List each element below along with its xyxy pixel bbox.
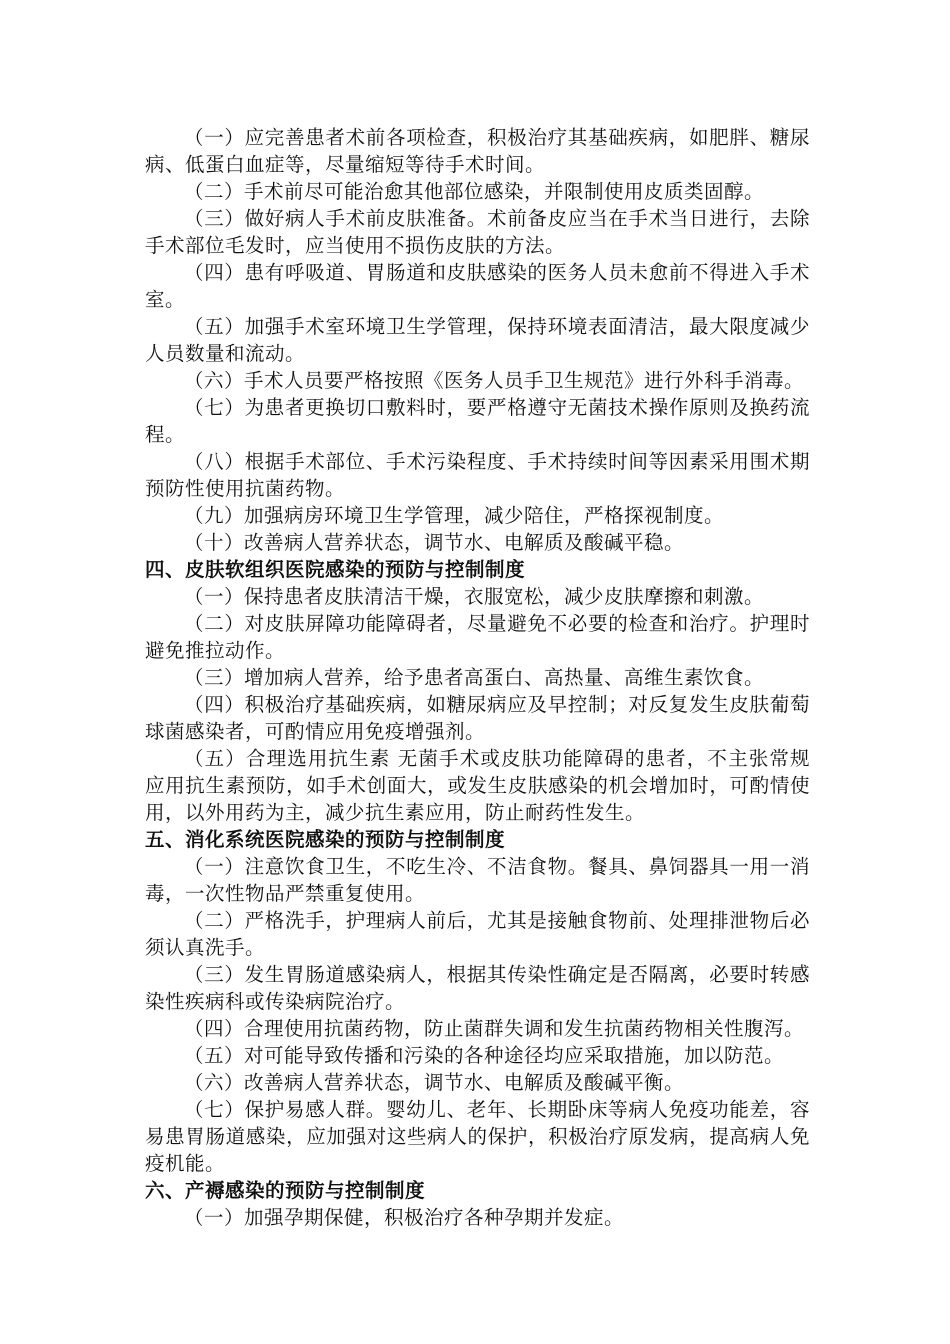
paragraph: （三）增加病人营养，给予患者高蛋白、高热量、高维生素饮食。 <box>184 666 765 689</box>
paragraph: （四）合理使用抗菌药物，防止菌群失调和发生抗菌药物相关性腹泻。 <box>184 1017 805 1040</box>
section-heading: 六、产褥感染的预防与控制制度 <box>145 1179 426 1202</box>
paragraph: （五）合理选用抗生素 无菌手术或皮肤功能障碍的患者，不主张常规应用抗生素预防，如手术创面大，或发生皮肤感染的机会增加时，可酌情使用，以外用药为主，减少抗生素应用，防止耐药性发生。 <box>145 747 810 824</box>
paragraph: （三）做好病人手术前皮肤准备。术前备皮应当在手术当日进行，去除手术部位毛发时，应当使用不损伤皮肤的方法。 <box>145 207 810 257</box>
paragraph: （七）为患者更换切口敷料时，要严格遵守无菌技术操作原则及换药流程。 <box>145 396 810 446</box>
paragraph: （二）严格洗手，护理病人前后，尤其是接触食物前、处理排泄物后必须认真洗手。 <box>145 909 810 959</box>
paragraph: （四）积极治疗基础疾病，如糖尿病应及早控制；对反复发生皮肤葡萄球菌感染者，可酌情应用免疫增强剂。 <box>145 693 810 743</box>
paragraph: （九）加强病房环境卫生学管理，减少陪住，严格探视制度。 <box>184 504 725 527</box>
paragraph: （六）改善病人营养状态，调节水、电解质及酸碱平衡。 <box>184 1071 685 1094</box>
paragraph: （一）注意饮食卫生，不吃生冷、不洁食物。餐具、鼻饲器具一用一消毒，一次性物品严禁重复使用。 <box>145 855 810 905</box>
paragraph: （十）改善病人营养状态，调节水、电解质及酸碱平稳。 <box>184 531 685 554</box>
paragraph: （八）根据手术部位、手术污染程度、手术持续时间等因素采用围术期预防性使用抗菌药物。 <box>145 450 810 500</box>
paragraph: （二）手术前尽可能治愈其他部位感染，并限制使用皮质类固醇。 <box>184 180 765 203</box>
document-page <box>145 124 810 1231</box>
paragraph: （一）加强孕期保健，积极治疗各种孕期并发症。 <box>184 1206 625 1229</box>
paragraph: （二）对皮肤屏障功能障碍者，尽量避免不必要的检查和治疗。护理时避免推拉动作。 <box>145 612 810 662</box>
paragraph: （六）手术人员要严格按照《医务人员手卫生规范》进行外科手消毒。 <box>184 369 805 392</box>
paragraph: （一）应完善患者术前各项检查，积极治疗其基础疾病，如肥胖、糖尿病、低蛋白血症等，尽量缩短等待手术时间。 <box>145 126 810 176</box>
paragraph: （五）加强手术室环境卫生学管理，保持环境表面清洁，最大限度减少人员数量和流动。 <box>145 315 810 365</box>
section-heading: 四、皮肤软组织医院感染的预防与控制制度 <box>145 558 526 581</box>
paragraph: （一）保持患者皮肤清洁干燥，衣服宽松，减少皮肤摩擦和刺激。 <box>184 585 765 608</box>
section-heading: 五、消化系统医院感染的预防与控制制度 <box>145 828 506 851</box>
paragraph: （七）保护易感人群。婴幼儿、老年、长期卧床等病人免疫功能差，容易患胃肠道感染，应加强对这些病人的保护，积极治疗原发病，提高病人免疫机能。 <box>145 1098 810 1175</box>
paragraph: （五）对可能导致传播和污染的各种途径均应采取措施，加以防范。 <box>184 1044 785 1067</box>
paragraph: （三）发生胃肠道感染病人，根据其传染性确定是否隔离，必要时转感染性疾病科或传染病院治疗。 <box>145 963 810 1013</box>
paragraph: （四）患有呼吸道、胃肠道和皮肤感染的医务人员未愈前不得进入手术室。 <box>145 261 810 311</box>
